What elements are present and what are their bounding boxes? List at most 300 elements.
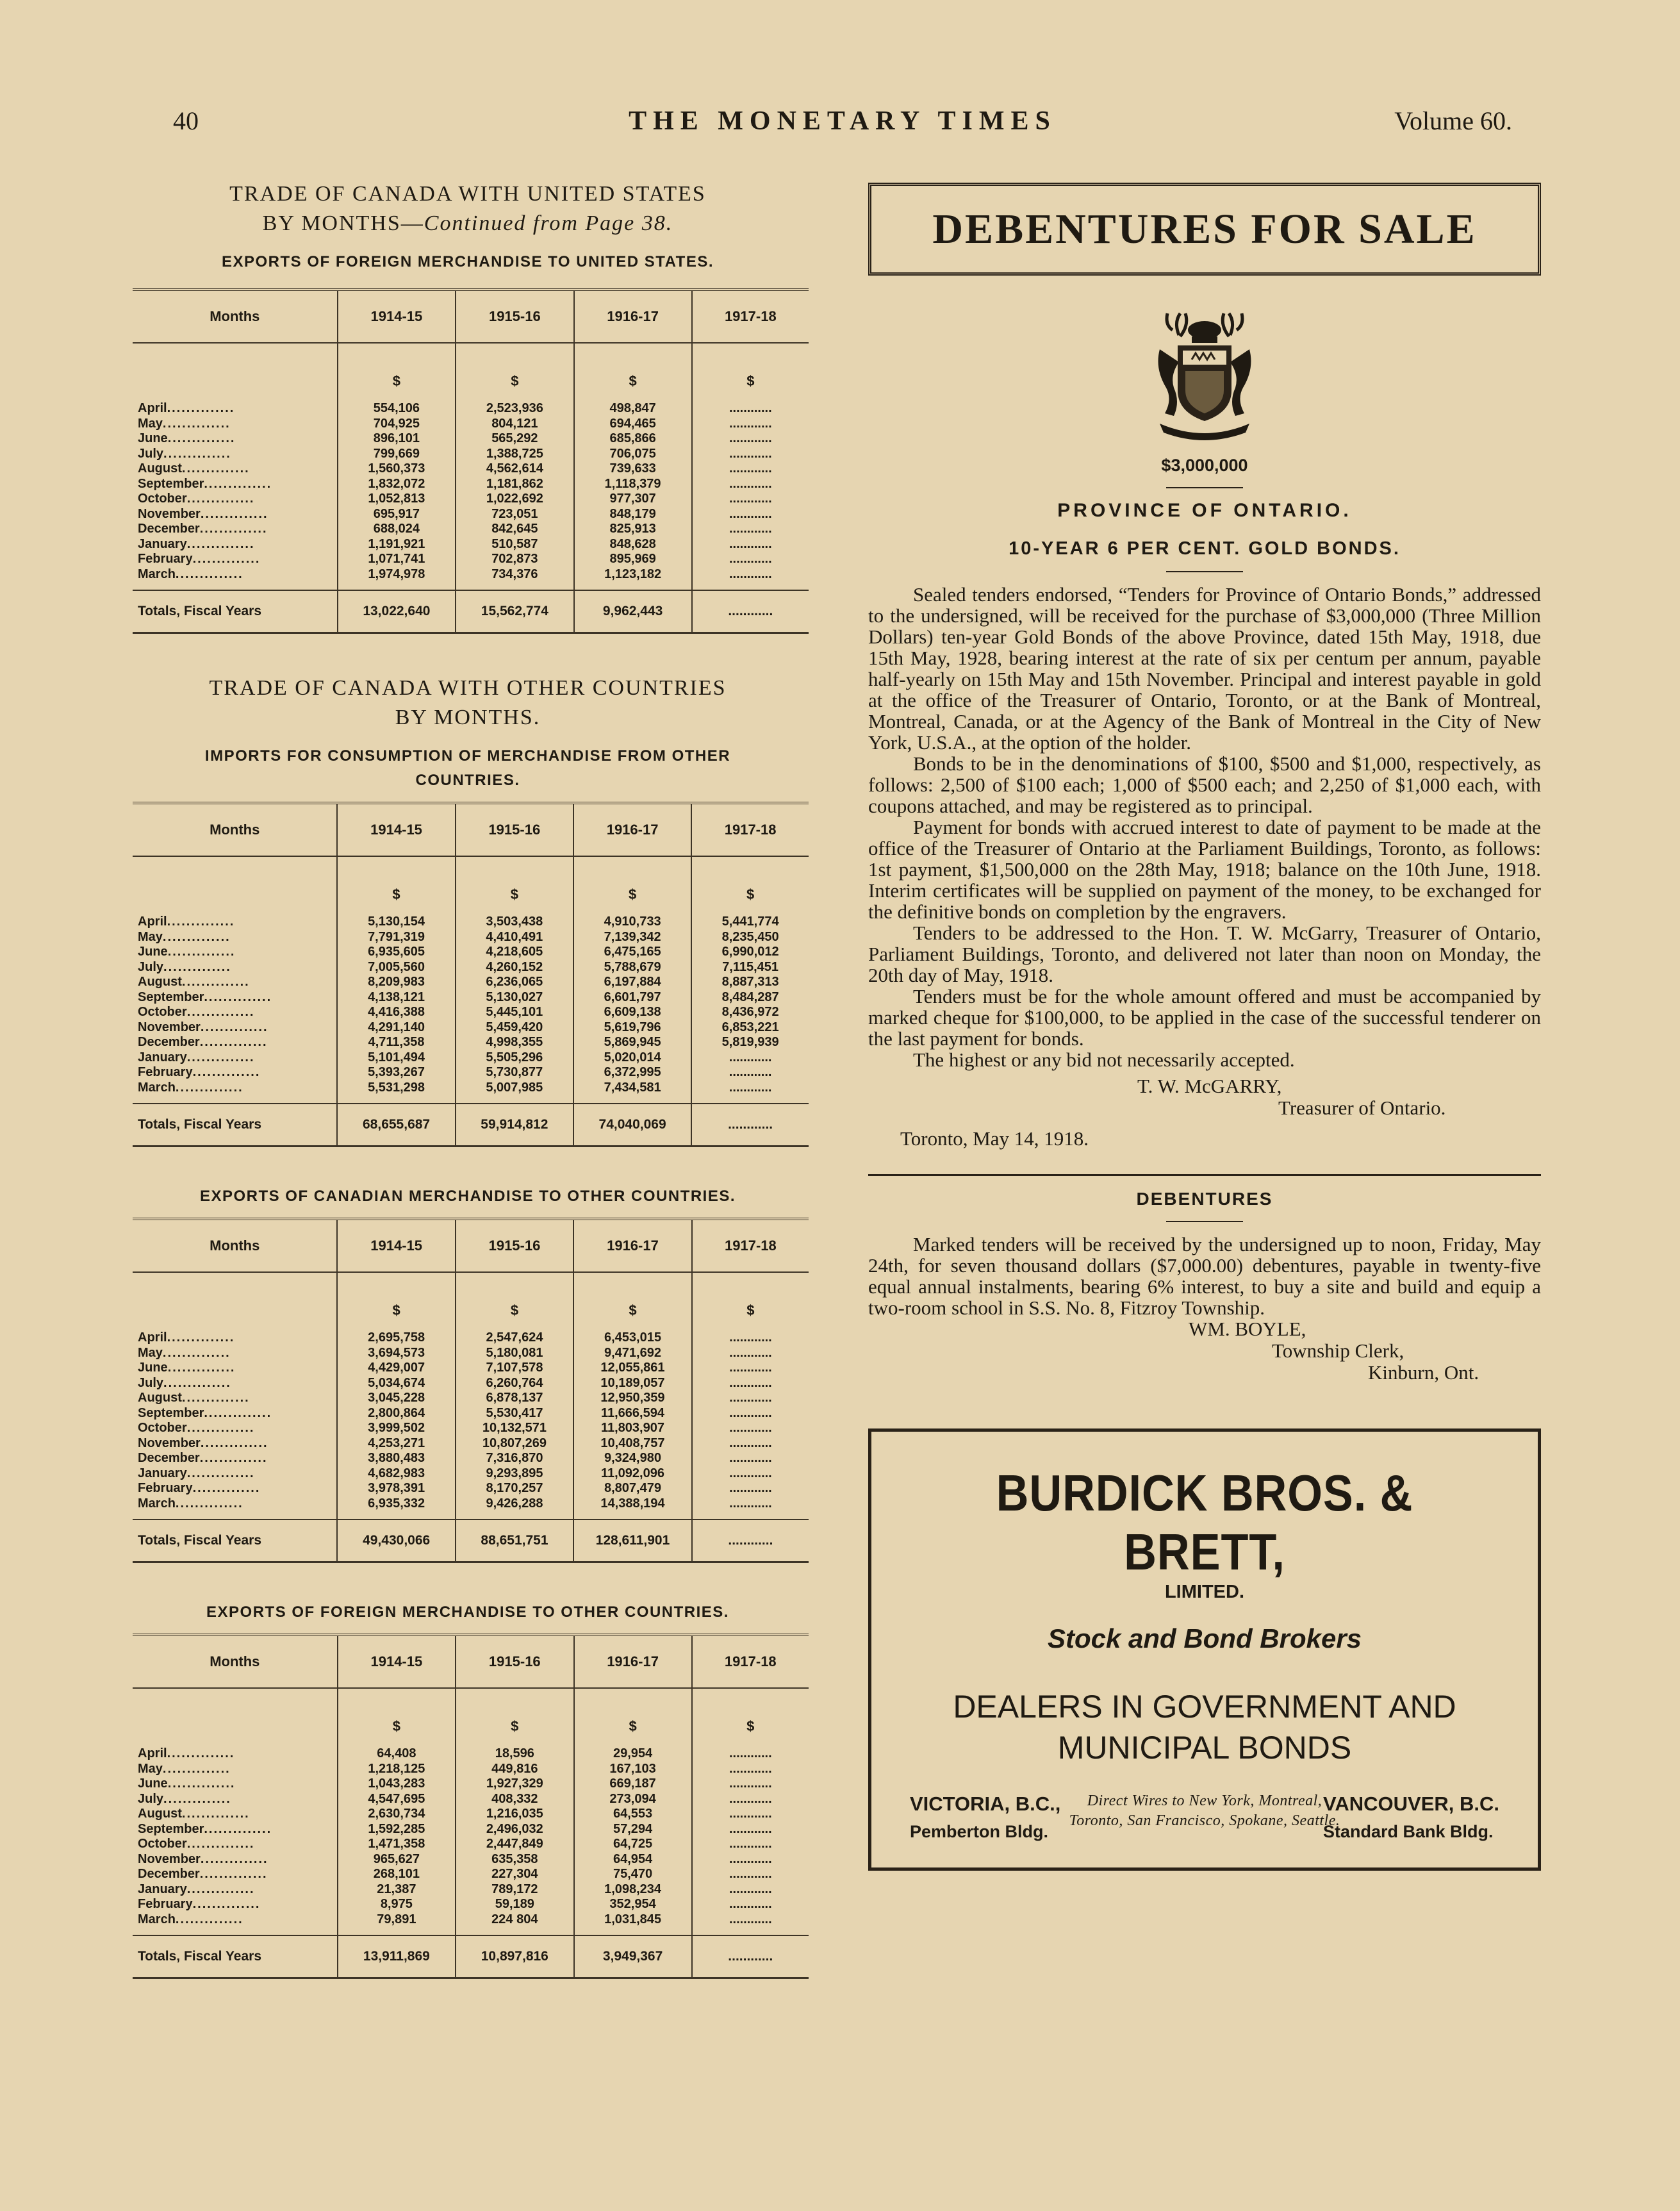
trade-table xyxy=(133,288,809,634)
totals-row xyxy=(133,590,809,633)
value-cell: 79,891 xyxy=(338,1912,456,1936)
table-row xyxy=(133,392,809,417)
leader-dots: .............. xyxy=(175,1080,243,1095)
empty-cell-dots: ............ xyxy=(691,1104,809,1147)
month-label: May xyxy=(138,1345,163,1360)
dealers-line-1: DEALERS IN GOVERNMENT AND xyxy=(953,1689,1456,1725)
month-cell xyxy=(133,1822,338,1837)
leader-dots: .............. xyxy=(186,1005,255,1019)
dollar-sign: $ xyxy=(337,1272,455,1321)
table-row xyxy=(133,552,809,567)
value-cell: 8,887,313 xyxy=(691,975,809,990)
month-label: February xyxy=(138,1897,193,1911)
column-header: 1915-16 xyxy=(456,290,573,343)
month-label: January xyxy=(138,1050,187,1064)
firm-role: Stock and Bond Brokers xyxy=(1047,1623,1362,1653)
column-header: 1916-17 xyxy=(573,1219,692,1272)
value-cell: 4,291,140 xyxy=(337,1020,455,1036)
value-cell: 694,465 xyxy=(574,417,692,432)
value-cell: 167,103 xyxy=(574,1762,692,1777)
empty-cell-dots: ............ xyxy=(692,1406,809,1421)
table-row xyxy=(133,1807,809,1822)
month-cell xyxy=(133,1406,337,1421)
value-cell: 57,294 xyxy=(574,1822,692,1837)
empty-cell-dots: ............ xyxy=(692,431,809,447)
value-cell: 5,101,494 xyxy=(337,1050,455,1066)
banner-heading: DEBENTURES FOR SALE xyxy=(932,206,1477,253)
value-cell: 5,819,939 xyxy=(691,1035,809,1050)
empty-cell-dots: ............ xyxy=(692,590,809,633)
value-cell: 75,470 xyxy=(574,1867,692,1882)
value-cell: 842,645 xyxy=(456,522,573,537)
leader-dots: .............. xyxy=(167,431,236,445)
month-cell xyxy=(133,1391,337,1406)
paragraph: Tenders must be for the whole amount offered and must be accompanied by marked cheque for $100,000, to be applied in the case of the successful tenderer on the last payment for bonds. xyxy=(868,985,1541,1050)
empty-cell-dots: ............ xyxy=(692,1391,809,1406)
month-cell xyxy=(133,567,338,591)
table-row xyxy=(133,1737,809,1762)
header-row xyxy=(133,1635,809,1688)
leader-dots: .............. xyxy=(167,945,236,959)
value-cell: 29,954 xyxy=(574,1737,692,1762)
month-cell xyxy=(133,477,338,492)
table-row xyxy=(133,1762,809,1777)
imports-table xyxy=(125,802,811,1147)
value-cell: 4,910,733 xyxy=(573,906,691,930)
totals-row xyxy=(133,1520,809,1562)
value-cell: 4,682,983 xyxy=(337,1466,455,1482)
month-cell xyxy=(133,1837,338,1852)
table-title: IMPORTS FOR CONSUMPTION OF MERCHANDISE FROM OTHER xyxy=(204,747,731,765)
month-cell xyxy=(133,1065,337,1081)
month-cell xyxy=(133,1867,338,1882)
leader-dots: .............. xyxy=(186,1050,255,1064)
value-cell: 8,484,287 xyxy=(691,990,809,1006)
month-label: July xyxy=(138,446,164,461)
column-header: 1916-17 xyxy=(574,290,692,343)
value-cell: 18,596 xyxy=(456,1737,573,1762)
office-city: VANCOUVER, B.C. xyxy=(1322,1793,1499,1815)
total-cell: 49,430,066 xyxy=(337,1520,455,1562)
notice-signature xyxy=(868,1318,1541,1384)
value-cell: 848,628 xyxy=(574,537,692,552)
column-header: 1915-16 xyxy=(456,1635,573,1688)
value-cell: 685,866 xyxy=(574,431,692,447)
leader-dots: .............. xyxy=(199,1035,268,1049)
leader-dots: .............. xyxy=(192,1065,261,1079)
empty-cell-dots: ............ xyxy=(692,1481,809,1496)
paragraph: Marked tenders will be received by the undersigned up to noon, Friday, May 24th, for seven thousand dollars ($7,000.00) debentures, payable in twenty-five equal annual instalments, bearing 6% interest, to buy a site and build and equip a two-room school in S.S. No. 8, Fitzroy Township. xyxy=(868,1233,1541,1319)
dollar-sign: $ xyxy=(338,1688,456,1737)
value-cell: 2,630,734 xyxy=(338,1807,456,1822)
table-row xyxy=(133,522,809,537)
blank-cell xyxy=(133,343,338,392)
value-cell: 7,316,870 xyxy=(456,1451,573,1466)
month-label: June xyxy=(138,945,168,959)
place: Kinburn, Ont. xyxy=(1368,1361,1479,1384)
column-header: Months xyxy=(133,1219,337,1272)
table-row xyxy=(133,1361,809,1376)
empty-cell-dots: ............ xyxy=(692,1882,809,1898)
table-row xyxy=(133,431,809,447)
header-row xyxy=(133,803,809,856)
leader-dots: .............. xyxy=(192,1481,261,1495)
value-cell: 11,666,594 xyxy=(573,1406,692,1421)
table-row xyxy=(133,1776,809,1792)
empty-cell-dots: ............ xyxy=(692,1321,809,1346)
month-label: September xyxy=(138,476,204,491)
value-cell: 64,725 xyxy=(574,1837,692,1852)
office-city: VICTORIA, B.C., xyxy=(910,1793,1061,1815)
leader-dots: .............. xyxy=(181,1807,250,1821)
value-cell: 4,138,121 xyxy=(337,990,455,1006)
value-cell: 5,445,101 xyxy=(456,1005,573,1020)
empty-cell-dots: ............ xyxy=(692,1737,809,1762)
month-cell xyxy=(133,417,338,432)
value-cell: 1,388,725 xyxy=(456,447,573,462)
table-row xyxy=(133,1451,809,1466)
value-cell: 7,005,560 xyxy=(337,960,455,975)
empty-cell-dots: ............ xyxy=(692,1867,809,1882)
empty-cell-dots: ............ xyxy=(692,1361,809,1376)
month-cell xyxy=(133,1081,337,1104)
column-header: 1917-18 xyxy=(692,1219,809,1272)
column-header: Months xyxy=(133,803,337,856)
section-subtitle: BY MONTHS. xyxy=(395,706,541,729)
province-heading: PROVINCE OF ONTARIO. xyxy=(1057,500,1352,521)
month-cell xyxy=(133,1005,337,1020)
value-cell: 1,471,358 xyxy=(338,1837,456,1852)
place-date: Toronto, May 14, 1918. xyxy=(900,1127,1089,1150)
value-cell: 4,218,605 xyxy=(456,945,573,960)
value-cell: 1,123,182 xyxy=(574,567,692,591)
other-countries-section xyxy=(125,674,811,1979)
leader-dots: .............. xyxy=(175,1496,243,1511)
debentures-notice-text xyxy=(868,1234,1541,1318)
value-cell: 6,935,605 xyxy=(337,945,455,960)
paragraph: Sealed tenders endorsed, “Tenders for Province of Ontario Bonds,” addressed to the undersigned, will be received for the purchase of $3,000,000 (Three Million Dollars) ten-year Gold Bonds of the above Province, dated 15th May, 1918, due 15th May, 1928, bearing interest at the rate of six per centum per annum, payable half-yearly on 15th May and 15th November. Principal and interest payable in gold at the office of the Treasurer of Ontario, Toronto, or at the Bank of Montreal, Montreal, Canada, or at the Agency of the Bank of Montreal in the City of New York, U.S.A., at the option of the holder. xyxy=(868,583,1541,754)
column-header: 1917-18 xyxy=(692,290,809,343)
dollar-sign: $ xyxy=(574,343,692,392)
leader-dots: .............. xyxy=(181,975,250,989)
column-header: 1914-15 xyxy=(338,290,456,343)
month-label: January xyxy=(138,1882,187,1896)
value-cell: 704,925 xyxy=(338,417,456,432)
column-header: 1916-17 xyxy=(573,803,691,856)
table-row xyxy=(133,492,809,507)
leader-dots: .............. xyxy=(186,1466,255,1480)
us-exports-foreign-table xyxy=(125,288,811,634)
table-row xyxy=(133,1035,809,1050)
table-row xyxy=(133,1912,809,1936)
value-cell: 6,853,221 xyxy=(691,1020,809,1036)
month-cell xyxy=(133,1035,337,1050)
month-label: March xyxy=(138,1912,176,1926)
leader-dots: .............. xyxy=(167,1361,236,1375)
value-cell: 352,954 xyxy=(574,1897,692,1912)
value-cell: 6,601,797 xyxy=(573,990,691,1006)
value-cell: 6,260,764 xyxy=(456,1376,573,1391)
value-cell: 799,669 xyxy=(338,447,456,462)
table-row xyxy=(133,1436,809,1452)
value-cell: 5,020,014 xyxy=(573,1050,691,1066)
month-cell xyxy=(133,1361,337,1376)
value-cell: 702,873 xyxy=(456,552,573,567)
value-cell: 1,052,813 xyxy=(338,492,456,507)
month-cell xyxy=(133,1897,338,1912)
column-header: Months xyxy=(133,290,338,343)
month-cell xyxy=(133,1481,337,1496)
month-cell xyxy=(133,522,338,537)
month-label: October xyxy=(138,1421,187,1435)
short-rule xyxy=(1166,1221,1243,1222)
value-cell: 5,788,679 xyxy=(573,960,691,975)
month-label: October xyxy=(138,1005,187,1019)
totals-label: Totals, Fiscal Years xyxy=(133,1520,337,1562)
blank-cell xyxy=(133,1688,338,1737)
month-label: March xyxy=(138,567,176,581)
month-label: September xyxy=(138,990,204,1004)
value-cell: 1,118,379 xyxy=(574,477,692,492)
table-row xyxy=(133,1882,809,1898)
leader-dots: .............. xyxy=(200,1436,268,1450)
trade-table xyxy=(133,1634,809,1979)
value-cell: 7,115,451 xyxy=(691,960,809,975)
value-cell: 3,694,573 xyxy=(337,1346,455,1361)
month-cell xyxy=(133,1882,338,1898)
value-cell: 3,978,391 xyxy=(337,1481,455,1496)
table-row xyxy=(133,567,809,591)
month-label: December xyxy=(138,522,200,536)
currency-row xyxy=(133,856,809,906)
table-row xyxy=(133,1391,809,1406)
table-row xyxy=(133,1050,809,1066)
month-cell xyxy=(133,1421,337,1436)
value-cell: 4,253,271 xyxy=(337,1436,455,1452)
value-cell: 21,387 xyxy=(338,1882,456,1898)
value-cell: 11,803,907 xyxy=(573,1421,692,1436)
office-victoria xyxy=(910,1793,1060,1842)
month-label: May xyxy=(138,416,163,431)
leader-dots: .............. xyxy=(167,1776,236,1791)
month-label: October xyxy=(138,492,187,506)
value-cell: 4,429,007 xyxy=(337,1361,455,1376)
value-cell: 4,547,695 xyxy=(338,1792,456,1807)
value-cell: 10,132,571 xyxy=(456,1421,573,1436)
month-label: August xyxy=(138,975,182,989)
empty-cell-dots: ............ xyxy=(692,1436,809,1452)
leader-dots: .............. xyxy=(181,1391,250,1405)
value-cell: 227,304 xyxy=(456,1867,573,1882)
empty-cell-dots: ............ xyxy=(692,1762,809,1777)
month-label: December xyxy=(138,1451,200,1465)
value-cell: 14,388,194 xyxy=(573,1496,692,1520)
empty-cell-dots: ............ xyxy=(692,1912,809,1936)
empty-cell-dots: ............ xyxy=(692,1376,809,1391)
empty-cell-dots: ............ xyxy=(691,1065,809,1081)
column-header: 1914-15 xyxy=(337,803,455,856)
month-cell xyxy=(133,945,337,960)
totals-label: Totals, Fiscal Years xyxy=(133,590,338,633)
totals-label: Totals, Fiscal Years xyxy=(133,1104,337,1147)
month-cell xyxy=(133,1776,338,1792)
month-label: May xyxy=(138,929,163,944)
value-cell: 4,711,358 xyxy=(337,1035,455,1050)
value-cell: 5,393,267 xyxy=(337,1065,455,1081)
value-cell: 2,447,849 xyxy=(456,1837,573,1852)
table-row xyxy=(133,1822,809,1837)
value-cell: 1,181,862 xyxy=(456,477,573,492)
dollar-sign: $ xyxy=(338,343,456,392)
value-cell: 8,975 xyxy=(338,1897,456,1912)
value-cell: 273,094 xyxy=(574,1792,692,1807)
value-cell: 635,358 xyxy=(456,1852,573,1867)
table-row xyxy=(133,447,809,462)
empty-cell-dots: ............ xyxy=(692,522,809,537)
empty-cell-dots: ............ xyxy=(692,1822,809,1837)
month-label: September xyxy=(138,1405,204,1420)
value-cell: 7,791,319 xyxy=(337,930,455,945)
value-cell: 12,055,861 xyxy=(573,1361,692,1376)
empty-cell-dots: ............ xyxy=(692,1451,809,1466)
dollar-sign: $ xyxy=(691,856,809,906)
value-cell: 1,218,125 xyxy=(338,1762,456,1777)
us-section xyxy=(125,179,811,634)
signatory: WM. BOYLE, xyxy=(1189,1318,1306,1340)
month-cell xyxy=(133,1807,338,1822)
empty-cell-dots: ............ xyxy=(692,567,809,591)
empty-cell-dots: ............ xyxy=(692,1792,809,1807)
month-label: April xyxy=(138,915,167,929)
subtitle-plain: BY MONTHS— xyxy=(262,211,424,235)
value-cell: 2,523,936 xyxy=(456,392,573,417)
leader-dots: .............. xyxy=(192,1897,261,1911)
empty-cell-dots: ............ xyxy=(692,477,809,492)
value-cell: 1,216,035 xyxy=(456,1807,573,1822)
month-cell xyxy=(133,906,337,930)
value-cell: 3,880,483 xyxy=(337,1451,455,1466)
blank-cell xyxy=(133,856,337,906)
empty-cell-dots: ............ xyxy=(692,1421,809,1436)
table-row xyxy=(133,1005,809,1020)
value-cell: 6,990,012 xyxy=(691,945,809,960)
total-cell: 68,655,687 xyxy=(337,1104,455,1147)
value-cell: 2,496,032 xyxy=(456,1822,573,1837)
month-label: April xyxy=(138,1330,167,1345)
value-cell: 669,187 xyxy=(574,1776,692,1792)
empty-cell-dots: ............ xyxy=(692,417,809,432)
month-label: November xyxy=(138,1851,201,1866)
value-cell: 10,408,757 xyxy=(573,1436,692,1452)
leader-dots: .............. xyxy=(167,915,235,929)
leader-dots: .............. xyxy=(162,416,231,431)
dollar-sign: $ xyxy=(337,856,455,906)
section-subtitle xyxy=(125,209,811,238)
month-cell xyxy=(133,1436,337,1452)
value-cell: 7,139,342 xyxy=(573,930,691,945)
leader-dots: .............. xyxy=(186,492,255,506)
value-cell: 723,051 xyxy=(456,507,573,522)
month-label: April xyxy=(138,1746,167,1760)
value-cell: 5,034,674 xyxy=(337,1376,455,1391)
value-cell: 64,408 xyxy=(338,1737,456,1762)
empty-cell-dots: ............ xyxy=(692,447,809,462)
table-row xyxy=(133,417,809,432)
value-cell: 4,260,152 xyxy=(456,960,573,975)
leader-dots: .............. xyxy=(200,1020,268,1034)
journal-title: THE MONETARY TIMES xyxy=(629,106,1057,136)
page-header xyxy=(173,106,1512,144)
total-cell: 88,651,751 xyxy=(456,1520,573,1562)
value-cell: 6,236,065 xyxy=(456,975,573,990)
column-header: 1915-16 xyxy=(456,803,573,856)
value-cell: 8,235,450 xyxy=(691,930,809,945)
column-header: 1914-15 xyxy=(338,1635,456,1688)
leader-dots: .............. xyxy=(167,1330,235,1345)
month-cell xyxy=(133,447,338,462)
value-cell: 804,121 xyxy=(456,417,573,432)
month-label: March xyxy=(138,1080,176,1095)
column-header: 1914-15 xyxy=(337,1219,455,1272)
value-cell: 6,372,995 xyxy=(573,1065,691,1081)
empty-cell-dots: ............ xyxy=(692,1496,809,1520)
value-cell: 9,426,288 xyxy=(456,1496,573,1520)
value-cell: 2,695,758 xyxy=(337,1321,455,1346)
value-cell: 5,441,774 xyxy=(691,906,809,930)
leader-dots: .............. xyxy=(200,1851,268,1866)
month-label: February xyxy=(138,552,193,566)
value-cell: 268,101 xyxy=(338,1867,456,1882)
value-cell: 739,633 xyxy=(574,461,692,477)
value-cell: 1,043,283 xyxy=(338,1776,456,1792)
table-row xyxy=(133,1897,809,1912)
month-label: June xyxy=(138,431,168,445)
table-row xyxy=(133,1852,809,1867)
debentures-for-sale-banner xyxy=(868,183,1541,276)
value-cell: 706,075 xyxy=(574,447,692,462)
month-label: March xyxy=(138,1496,176,1511)
short-rule xyxy=(1166,487,1243,488)
bond-heading: 10-YEAR 6 PER CENT. GOLD BONDS. xyxy=(1009,538,1401,559)
blank-cell xyxy=(133,1272,337,1321)
empty-cell-dots: ............ xyxy=(692,461,809,477)
value-cell: 5,180,081 xyxy=(456,1346,573,1361)
month-cell xyxy=(133,1737,338,1762)
leader-dots: .............. xyxy=(163,1791,231,1806)
total-cell: 59,914,812 xyxy=(456,1104,573,1147)
empty-cell-dots: ............ xyxy=(692,1776,809,1792)
dollar-sign: $ xyxy=(456,343,573,392)
table-row xyxy=(133,1376,809,1391)
currency-row xyxy=(133,1272,809,1321)
table-row xyxy=(133,1481,809,1496)
value-cell: 734,376 xyxy=(456,567,573,591)
leader-dots: .............. xyxy=(162,1761,231,1776)
empty-cell-dots: ............ xyxy=(691,1081,809,1104)
empty-cell-dots: ............ xyxy=(692,1837,809,1852)
trade-table xyxy=(133,802,809,1147)
value-cell: 8,170,257 xyxy=(456,1481,573,1496)
month-label: August xyxy=(138,1807,182,1821)
table-row xyxy=(133,975,809,990)
value-cell: 9,471,692 xyxy=(573,1346,692,1361)
leader-dots: .............. xyxy=(204,990,272,1004)
table-row xyxy=(133,1496,809,1520)
column-header: 1916-17 xyxy=(574,1635,692,1688)
leader-dots: .............. xyxy=(199,1451,268,1465)
leader-dots: .............. xyxy=(204,476,272,491)
month-label: September xyxy=(138,1821,204,1836)
